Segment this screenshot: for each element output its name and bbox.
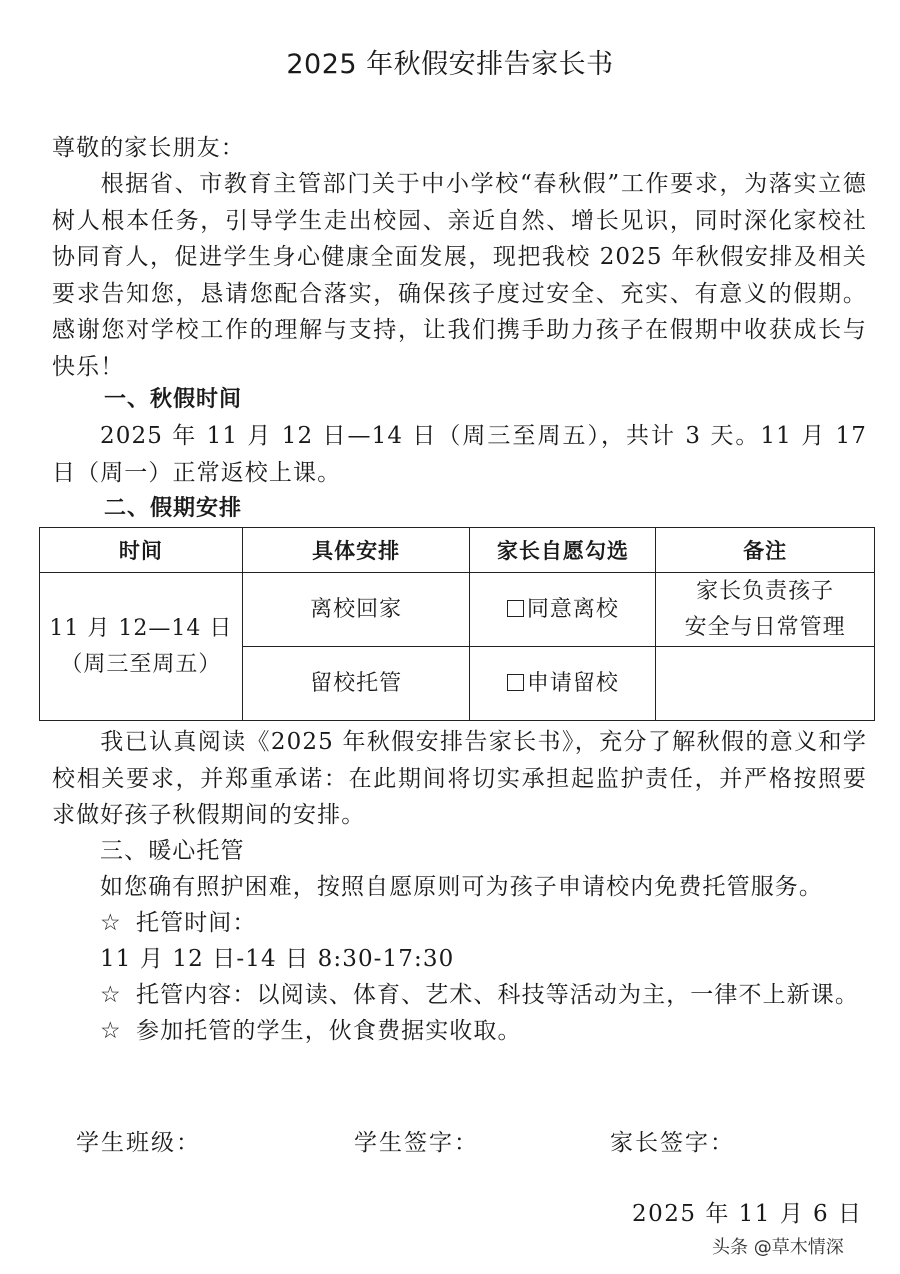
table-header-row	[40, 528, 875, 573]
star-icon: ☆	[100, 1018, 122, 1044]
time-cell	[40, 573, 243, 721]
table-header-time: 时间	[40, 528, 243, 573]
note-cell	[656, 647, 875, 721]
time-cell-dates: 11 月 12—14 日	[49, 615, 233, 641]
document-date: 2025 年 11 月 6 日	[632, 1201, 863, 1227]
note-cell	[656, 573, 875, 647]
time-cell-weekdays: （周三至周五）	[60, 651, 222, 677]
table-header-arrangement: 具体安排	[242, 528, 470, 573]
salutation: 尊敬的家长朋友：	[52, 135, 245, 161]
choice-cell	[470, 573, 656, 647]
student-signature-label: 学生签字：	[354, 1130, 479, 1156]
note-line: 家长负责孩子	[696, 578, 835, 604]
care-fee-line: ☆ 参加托管的学生，伙食费据实收取。	[100, 1013, 522, 1049]
leave-school-checkbox[interactable]	[507, 600, 524, 617]
stay-school-checkbox[interactable]	[507, 674, 524, 691]
care-content-line: ☆ 托管内容：以阅读、体育、艺术、科技等活动为主，一律不上新课。	[100, 977, 859, 1013]
intro-paragraph: 根据省、市教育主管部门关于中小学校“春秋假”工作要求，为落实立德树人根本任务，引导学生走出校园、亲近自然、增长见识，同时深化家校社协同育人，促进学生身心健康全面发展，现把我校 2025 年秋假安排及相关要求告知您，恳请您配合落实，确保孩子度过安全、充实、有意义的假期。感谢您对学校工作的理解与支持，让我们携手助力孩子在假期中收获成长与快乐！	[52, 171, 867, 380]
section1-heading: 一、秋假时间	[104, 387, 243, 412]
parent-signature-label: 家长签字：	[610, 1130, 735, 1156]
note-line: 安全与日常管理	[684, 614, 846, 640]
document-title: 2025 年秋假安排告家长书	[286, 49, 614, 80]
section2-heading: 二、假期安排	[104, 496, 243, 521]
table-header-note: 备注	[656, 528, 875, 573]
table-header-choice: 家长自愿勾选	[470, 528, 656, 573]
commitment-paragraph: 我已认真阅读《2025 年秋假安排告家长书》，充分了解秋假的意义和学校相关要求，并郑重承诺：在此期间将切实承担起监护责任，并严格按照要求做好孩子秋假期间的安排。	[52, 729, 867, 828]
care-time-value: 11 月 12 日-14 日 8:30-17:30	[100, 946, 455, 972]
watermark: 头条 @草木情深	[712, 1237, 844, 1258]
section1-text: 2025 年 11 月 12 日—14 日（周三至周五），共计 3 天。11 月 17 日（周一）正常返校上课。	[52, 423, 867, 486]
arrangement-cell: 离校回家	[242, 573, 470, 647]
arrangement-table	[39, 527, 875, 721]
choice-label: 同意离校	[526, 596, 619, 622]
student-class-label: 学生班级：	[76, 1130, 201, 1156]
section3-heading: 三、暖心托管	[100, 838, 245, 864]
section3-text: 如您确有照护困难，按照自愿原则可为孩子申请校内免费托管服务。	[100, 874, 823, 900]
star-icon: ☆	[100, 910, 122, 936]
care-time-label-line: ☆ 托管时间：	[100, 905, 257, 941]
arrangement-cell: 留校托管	[242, 647, 470, 721]
star-icon: ☆	[100, 982, 122, 1008]
choice-label: 申请留校	[526, 670, 619, 696]
table-row	[40, 573, 875, 647]
choice-cell	[470, 647, 656, 721]
